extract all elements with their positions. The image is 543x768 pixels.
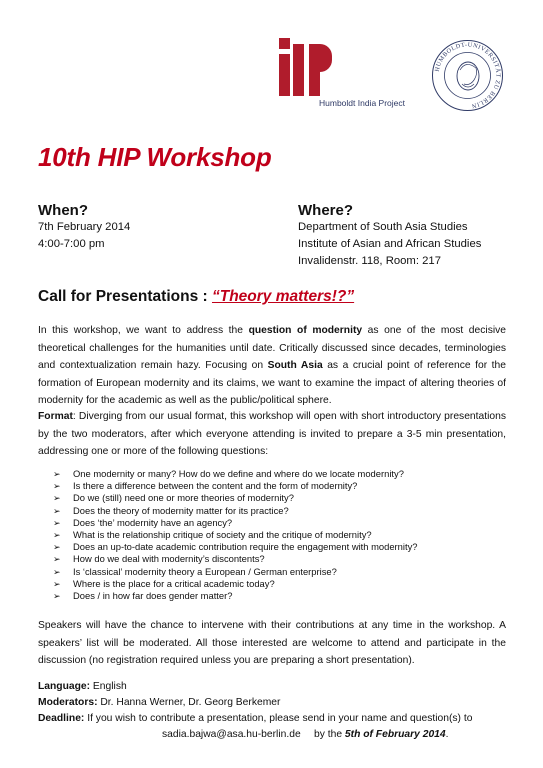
question-item	[53, 468, 417, 480]
hip-logo-h-bar	[293, 44, 304, 96]
question-item	[53, 590, 417, 602]
closing-paragraph: Speakers will have the chance to intervene with their contributions at any time in the workshop. A speakers’ list will be moderated. All those interested are welcome to attend and participate in the discussion (no registration required unless you are preparing a short presentation).	[38, 620, 506, 666]
arrow-bullet-icon: ➢	[53, 591, 61, 602]
intro-text: as a crucial point of reference for the formation of European modernity and its claims, we want to examine the impact of altering theories of modernity for the academic as well as the public/political sphere.	[38, 360, 506, 406]
deadline-end: .	[445, 729, 449, 740]
intro-bold: South Asia	[267, 360, 323, 371]
call-quote: “Theory matters!?”	[211, 288, 355, 305]
format-text: : Diverging from our usual format, this workshop will open with short introductory presentations by the two moderators, after which everyone attending is invited to prepare a 3-5 min presentation, addressing one or more of the following questions:	[38, 411, 506, 457]
arrow-bullet-icon: ➢	[53, 578, 61, 589]
question-text: How do we deal with modernity’s discontents?	[73, 553, 265, 565]
deadline-value: If you wish to contribute a presentation, please send in your name and question(s) to	[84, 713, 473, 724]
question-text: Does an up-to-date academic contribution require the engagement with modernity?	[73, 541, 418, 553]
deadline-label: Deadline:	[38, 713, 85, 724]
question-item	[53, 517, 417, 529]
moderators-label: Moderators:	[38, 697, 98, 708]
question-text: Does / in how far does gender matter?	[73, 590, 233, 602]
question-text: Does the theory of modernity matter for its practice?	[73, 504, 289, 516]
question-text: One modernity or many? How do we define and where do we locate modernity?	[73, 468, 404, 479]
hip-logo-dot	[279, 38, 290, 49]
arrow-bullet-icon: ➢	[53, 566, 61, 577]
deadline-date: 5th of February 2014	[344, 729, 446, 740]
call-heading	[38, 288, 354, 306]
question-item	[53, 529, 417, 541]
question-text: Do we (still) need one or more theories of modernity?	[73, 492, 294, 504]
hip-logo-i-bar	[279, 54, 290, 96]
question-text: Is there a difference between the content and the form of modernity?	[73, 480, 358, 492]
questions-list	[53, 468, 417, 602]
deadline-by: by the	[314, 729, 345, 740]
when-heading: When?	[38, 202, 88, 219]
language-value: English	[90, 681, 127, 692]
where-heading: Where?	[298, 202, 354, 219]
moderators-value: Dr. Hanna Werner, Dr. Georg Berkemer	[97, 697, 281, 708]
intro-text: In this workshop, we want to address the	[38, 325, 249, 336]
arrow-bullet-icon: ➢	[53, 542, 61, 553]
hip-logo-text: Humboldt India Project	[319, 98, 405, 108]
where-line: Department of South Asia Studies	[298, 221, 468, 233]
question-text: Where is the place for a critical academic today?	[73, 577, 275, 589]
arrow-bullet-icon: ➢	[53, 517, 61, 528]
question-item	[53, 505, 417, 517]
format-label: Format	[38, 411, 73, 422]
intro-bold: question of modernity	[248, 325, 363, 336]
arrow-bullet-icon: ➢	[53, 505, 61, 516]
question-item	[53, 566, 417, 578]
when-date: 7th February 2014	[38, 221, 131, 233]
deadline-email[interactable]: sadia.bajwa@asa.hu-berlin.de	[162, 729, 301, 740]
question-item	[53, 541, 417, 553]
deadline-line	[38, 711, 472, 727]
format-paragraph	[38, 408, 506, 461]
seal-icon	[430, 38, 505, 113]
arrow-bullet-icon: ➢	[53, 554, 61, 565]
university-seal	[430, 38, 505, 113]
language-line	[38, 679, 127, 695]
arrow-bullet-icon: ➢	[53, 469, 61, 479]
where-line: Invalidenstr. 118, Room: 217	[298, 255, 441, 267]
language-label: Language:	[38, 681, 91, 692]
arrow-bullet-icon: ➢	[53, 493, 61, 504]
arrow-bullet-icon: ➢	[53, 481, 61, 492]
question-text: What is the relationship critique of society and the critique of modernity?	[73, 529, 372, 541]
question-item	[53, 492, 417, 504]
call-prefix: Call for Presentations :	[38, 288, 212, 305]
intro-text: as one of the most decisive theoretical challenges for the humanities until date. Critically discussed since decades, terminologies and contextualization remain hazy. Focusing on	[38, 325, 507, 371]
moderators-line	[38, 695, 280, 711]
hip-logo	[279, 38, 419, 113]
question-text: Is ‘classical’ modernity theory a European / German enterprise?	[73, 565, 337, 577]
where-line: Institute of Asian and African Studies	[298, 238, 482, 250]
hip-logo-p-stem	[309, 44, 320, 96]
question-item	[53, 553, 417, 565]
deadline-date-line	[314, 727, 449, 743]
arrow-bullet-icon: ➢	[53, 530, 61, 541]
hip-logo-p-bowl	[320, 44, 332, 72]
when-time: 4:00-7:00 pm	[38, 238, 105, 250]
question-item	[53, 578, 417, 590]
question-item	[53, 480, 417, 492]
page-title: 10th HIP Workshop	[38, 142, 272, 172]
intro-paragraph	[38, 322, 506, 410]
question-text: Does ‘the’ modernity have an agency?	[73, 516, 233, 528]
svg-text:HUMBOLDT-UNIVERSITÄT ZU BERLIN: HUMBOLDT-UNIVERSITÄT ZU BERLIN	[433, 41, 502, 110]
